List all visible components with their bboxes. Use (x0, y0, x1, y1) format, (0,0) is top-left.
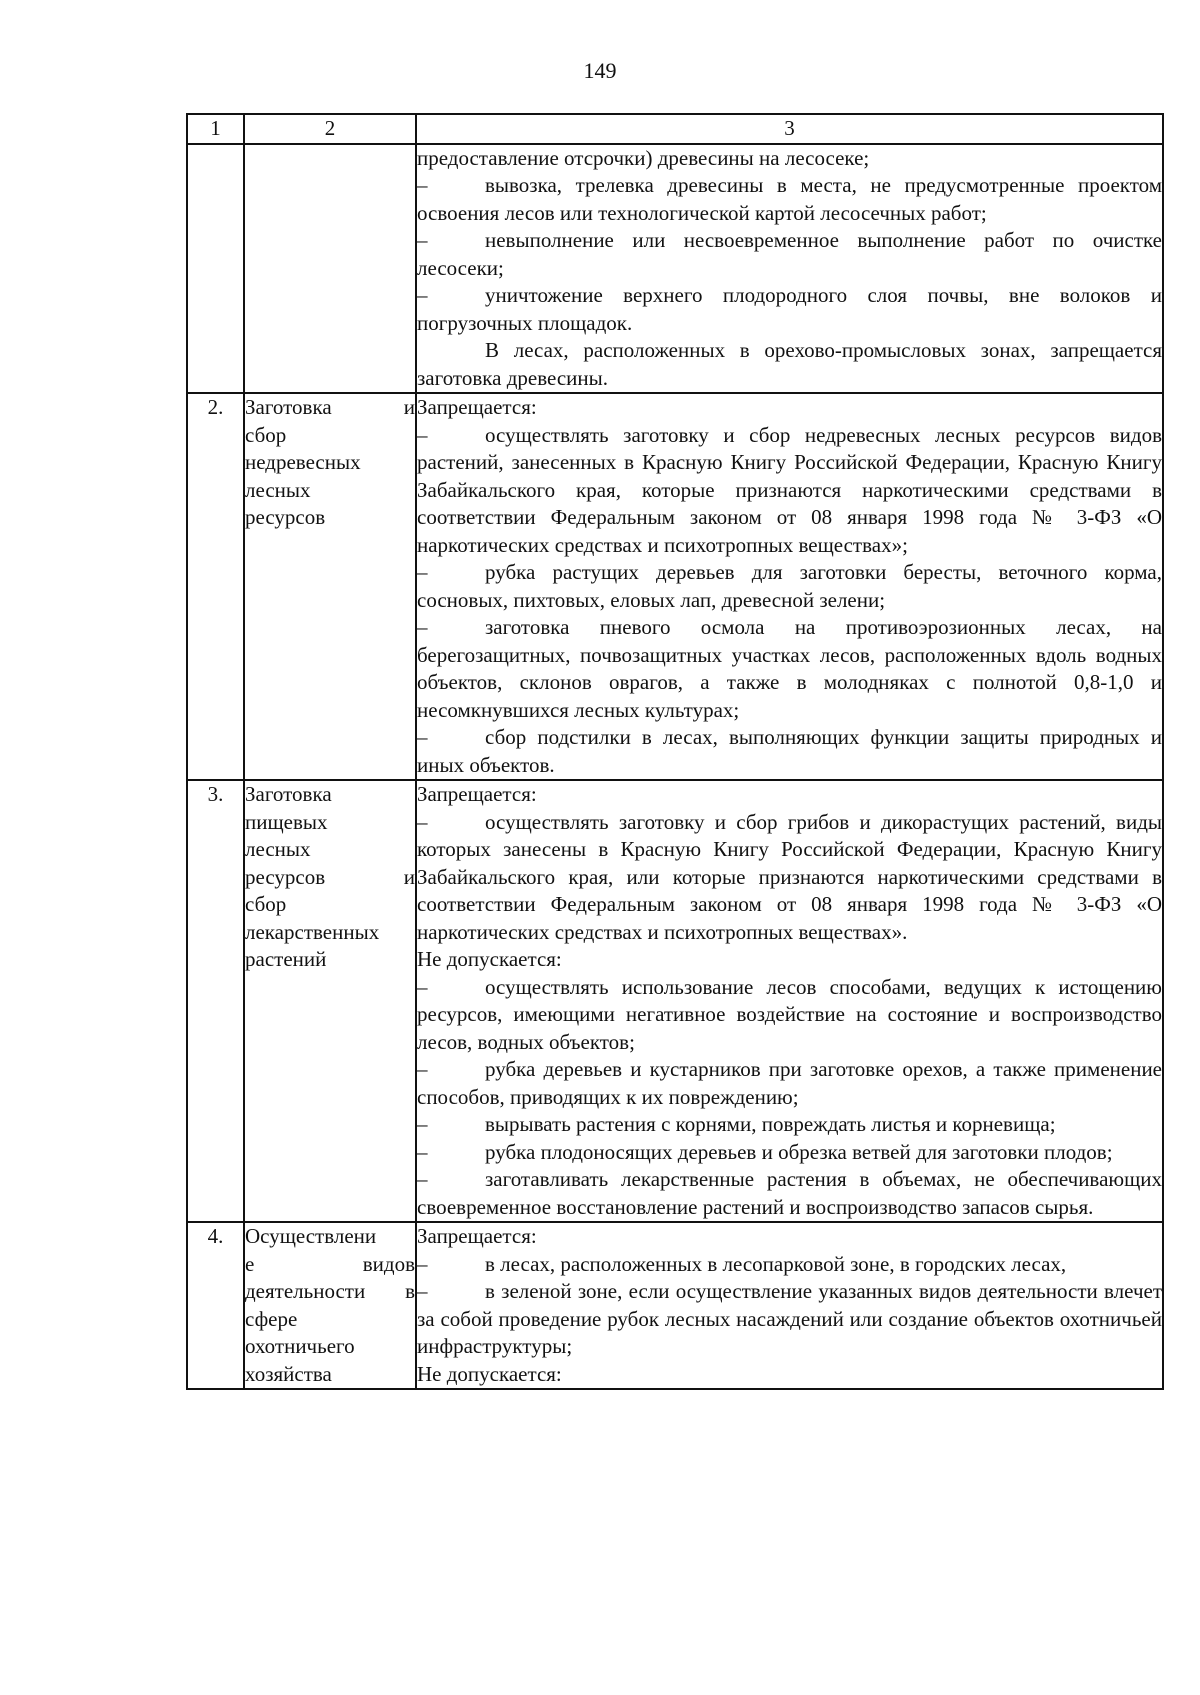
restriction-text: заготовка пневого осмола на противоэрозионных лесах, на берегозащитных, почвозащитных участках лесов, расположенных вдоль водных объектов, склонов оврагов, а также в молодняках с полнотой 0,8-1,0 и несомкнувшихся лесных культурах; (417, 615, 1162, 722)
activity-name-line (245, 1278, 415, 1306)
activity-name (244, 1222, 416, 1389)
activity-name-line (245, 1223, 415, 1251)
table-row (187, 144, 1163, 394)
dash-bullet: – (417, 283, 428, 307)
activity-name-line (245, 809, 415, 837)
activity-name-word: ресурсов (245, 864, 326, 889)
restriction-text: рубка деревьев и кустарников при заготовке орехов, а также применение способов, приводящих к их повреждению; (417, 1057, 1162, 1109)
restriction-item (417, 1278, 1162, 1361)
activity-name-line (245, 919, 415, 947)
dash-bullet: – (417, 1167, 428, 1191)
column-header-3: 3 (416, 114, 1163, 144)
restriction-item (417, 282, 1162, 337)
activity-name-word: ресурсов (245, 505, 326, 529)
activity-name-line (245, 864, 415, 892)
page-number: 149 (583, 58, 617, 83)
row-number (187, 144, 244, 394)
activity-name-line (245, 1333, 415, 1361)
row-number: 2. (187, 393, 244, 780)
dash-bullet: – (417, 725, 428, 749)
restriction-paragraph: Запрещается: (417, 1224, 537, 1248)
activity-name-line (245, 1251, 415, 1279)
activity-name-word: Осуществлени (245, 1224, 377, 1248)
restriction-item (417, 422, 1162, 560)
dash-bullet: – (417, 1057, 428, 1081)
activity-name-line (245, 1361, 415, 1389)
column-header-1: 1 (187, 114, 244, 144)
dash-bullet: – (417, 1279, 428, 1303)
dash-bullet: – (417, 228, 428, 252)
activity-name-word: растений (245, 947, 327, 971)
activity-name-word: недревесных (245, 450, 361, 474)
activity-name-line (245, 946, 415, 974)
activity-name-word: деятельности (245, 1279, 366, 1303)
restriction-paragraph: Не допускается: (417, 1361, 562, 1386)
activity-name-line (245, 781, 415, 809)
restriction-paragraph: В лесах, расположенных в орехово-промысловых зонах, запрещается заготовка древесины. (417, 338, 1162, 390)
regulations-table (186, 113, 1164, 1390)
restriction-item (417, 809, 1162, 947)
restriction-item (417, 172, 1162, 227)
restriction-paragraph: Запрещается: (417, 395, 537, 419)
restriction-text: осуществлять заготовку и сбор грибов и дикорастущих растений, виды которых занесены в Красную Книгу Российской Федерации, Красную Книгу Забайкальского края, или которые признаются наркотическими средствами в соответствии Федеральным законом от 08 января 1998 года № 3-ФЗ «О наркотических средствах и психотропных веществах». (417, 809, 1162, 944)
activity-name-line (245, 394, 415, 422)
table-header-row (187, 114, 1163, 144)
restriction-item (417, 1056, 1162, 1111)
table-row (187, 1222, 1163, 1389)
activity-name-word: пищевых (245, 809, 328, 834)
dash-bullet: – (417, 1139, 428, 1164)
table-row (187, 393, 1163, 780)
activity-name-line (245, 891, 415, 919)
restriction-text: в зеленой зоне, если осуществление указанных видов деятельности влечет за собой проведение рубок лесных насаждений или создание объектов охотничьей инфраструктуры; (417, 1279, 1162, 1358)
restriction-item (417, 227, 1162, 282)
activity-name-word: и (403, 395, 415, 419)
activity-name-word: лесных (245, 837, 311, 861)
row-number: 3. (187, 780, 244, 1222)
activity-name-word: охотничьего (245, 1334, 355, 1358)
activity-name-word: лекарственных (245, 919, 380, 944)
restriction-item (417, 1111, 1162, 1139)
activity-name-word: в (405, 1279, 415, 1303)
activity-name-word: е (245, 1251, 255, 1276)
restriction-text: рубка плодоносящих деревьев и обрезка ветвей для заготовки плодов; (485, 1139, 1113, 1164)
restriction-paragraph: Запрещается: (417, 782, 537, 806)
restriction-text: вывозка, трелевка древесины в места, не предусмотренные проектом освоения лесов или технологической картой лесосечных работ; (417, 173, 1162, 225)
dash-bullet: – (417, 422, 428, 447)
activity-name-line (245, 504, 415, 532)
restriction-text: невыполнение или несвоевременное выполнение работ по очистке лесосеки; (417, 228, 1162, 280)
restriction-item (417, 614, 1162, 724)
dash-bullet: – (417, 809, 428, 834)
activity-name-word: видов (362, 1251, 415, 1276)
restriction-paragraph: Не допускается: (417, 947, 562, 971)
dash-bullet: – (417, 1112, 428, 1136)
activity-name-line (245, 477, 415, 505)
restriction-text: в лесах, расположенных в лесопарковой зоне, в городских лесах, (485, 1251, 1067, 1276)
activity-name-word: сбор (245, 892, 287, 916)
restriction-item (417, 974, 1162, 1057)
restriction-text: вырывать растения с корнями, повреждать листья и корневища; (485, 1112, 1056, 1136)
activity-name-word: хозяйства (245, 1361, 332, 1386)
dash-bullet: – (417, 974, 428, 999)
activity-name (244, 393, 416, 780)
restriction-item (417, 1251, 1162, 1279)
restriction-item (417, 1139, 1162, 1167)
restriction-item (417, 559, 1162, 614)
dash-bullet: – (417, 615, 428, 639)
restrictions-content (416, 393, 1163, 780)
restrictions-content (416, 780, 1163, 1222)
dash-bullet: – (417, 1251, 428, 1276)
restrictions-content (416, 1222, 1163, 1389)
activity-name-word: и (403, 864, 415, 889)
row-number: 4. (187, 1222, 244, 1389)
activity-name (244, 144, 416, 394)
restriction-paragraph: предоставление отсрочки) древесины на лесосеке; (417, 145, 870, 170)
dash-bullet: – (417, 173, 428, 197)
restriction-text: осуществлять использование лесов способами, ведущих к истощению ресурсов, имеющими негативное воздействие на состояние и воспроизводство лесов, водных объектов; (417, 974, 1162, 1054)
activity-name-word: сбор (245, 422, 287, 447)
restriction-item (417, 1166, 1162, 1221)
dash-bullet: – (417, 560, 428, 584)
restriction-text: уничтожение верхнего плодородного слоя почвы, вне волоков и погрузочных площадок. (417, 283, 1162, 335)
activity-name-line (245, 836, 415, 864)
restriction-text: сбор подстилки в лесах, выполняющих функции защиты природных и иных объектов. (417, 725, 1162, 777)
restriction-item (417, 724, 1162, 779)
activity-name-word: Заготовка (245, 395, 332, 419)
activity-name-word: сфере (245, 1306, 298, 1331)
table-row (187, 780, 1163, 1222)
restriction-text: осуществлять заготовку и сбор недревесных лесных ресурсов видов растений, занесенных в Красную Книгу Российской Федерации, Красную Книгу Забайкальского края, которые признаются наркотическими средствами в соответствии Федеральным законом от 08 января 1998 года № 3-ФЗ «О наркотических средствах и психотропных веществах»; (417, 422, 1162, 557)
restriction-text: заготавливать лекарственные растения в объемах, не обеспечивающих своевременное восстановление растений и воспроизводство запасов сырья. (417, 1167, 1162, 1219)
restrictions-content (416, 144, 1163, 394)
activity-name-line (245, 1306, 415, 1334)
activity-name-word: лесных (245, 477, 311, 502)
activity-name-line (245, 449, 415, 477)
activity-name-word: Заготовка (245, 782, 332, 806)
activity-name (244, 780, 416, 1222)
column-header-2: 2 (244, 114, 416, 144)
activity-name-line (245, 422, 415, 450)
restriction-text: рубка растущих деревьев для заготовки бересты, веточного корма, сосновых, пихтовых, еловых лап, древесной зелени; (417, 560, 1162, 612)
